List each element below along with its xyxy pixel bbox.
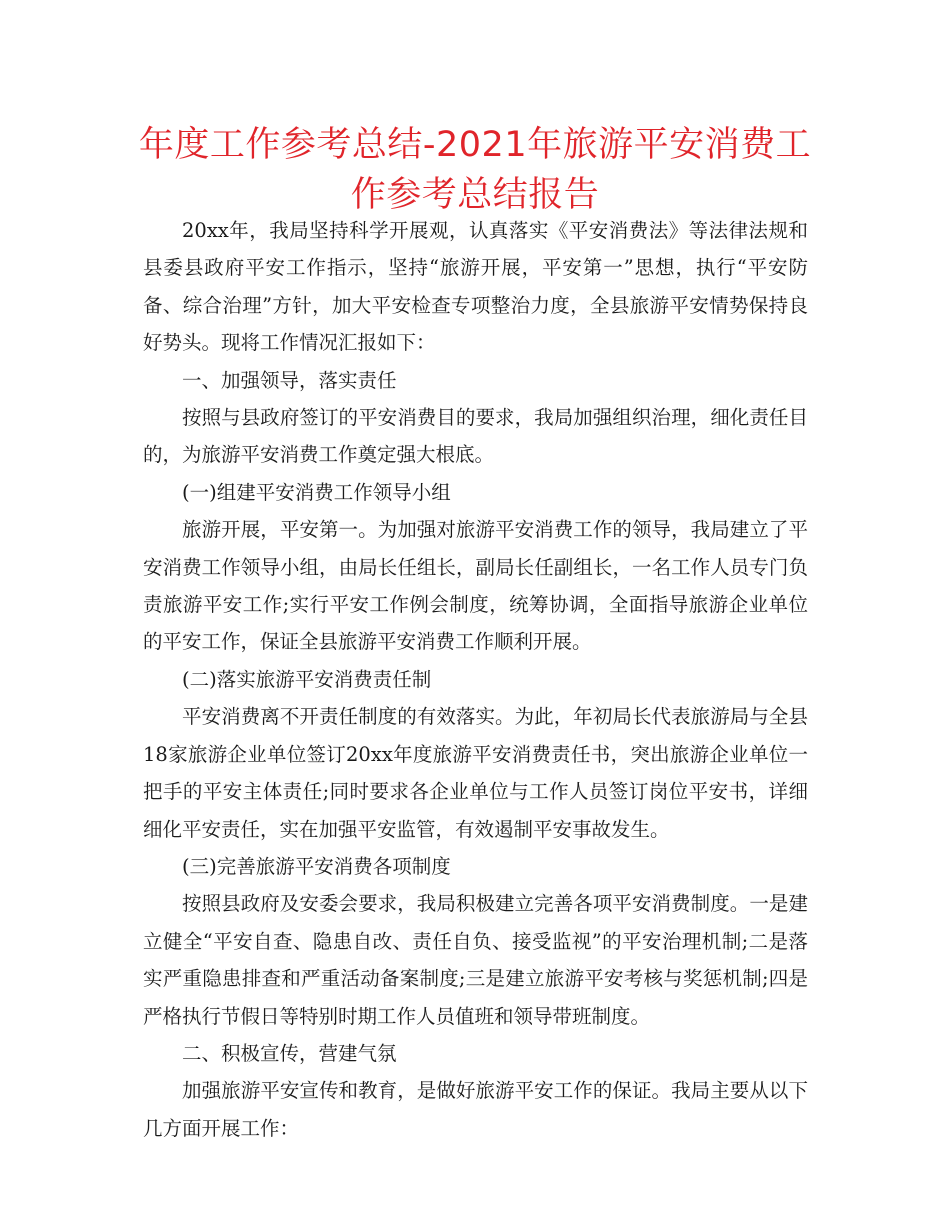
heading-section-2: 二、积极宣传，营建气氛 — [182, 1041, 397, 1065]
paragraph-subsection-3: 按照县政府及安委会要求，我局积极建立完善各项平安消费制度。一是建立健全“平安自查、隐患自改、责任自负、接受监视”的平安治理机制;二是落实严重隐患排查和严重活动备案制度;三是建立旅游平安考核与奖惩机制;四是严格执行节假日等特别时期工作人员值班和领导带班制度。 — [143, 892, 808, 1028]
heading-subsection-1: (一)组建平安消费工作领导小组 — [182, 480, 451, 504]
document-body — [143, 212, 808, 1147]
paragraph-subsection-1: 旅游开展，平安第一。为加强对旅游平安消费工作的领导，我局建立了平安消费工作领导小组，由局长任组长，副局长任副组长，一名工作人员专门负责旅游平安工作;实行平安工作例会制度，统筹协调，全面指导旅游企业单位的平安工作，保证全县旅游平安消费工作顺利开展。 — [143, 518, 808, 654]
paragraph-subsection-2: 平安消费离不开责任制度的有效落实。为此，年初局长代表旅游局与全县18家旅游企业单位签订20xx年度旅游平安消费责任书，突出旅游企业单位一把手的平安主体责任;同时要求各企业单位与工作人员签订岗位平安书，详细细化平安责任，实在加强平安监管，有效遏制平安事故发生。 — [143, 705, 808, 841]
paragraph-section-2: 加强旅游平安宣传和教育，是做好旅游平安工作的保证。我局主要从以下几方面开展工作： — [143, 1079, 808, 1140]
paragraph-intro: 20xx年，我局坚持科学开展观，认真落实《平安消费法》等法律法规和县委县政府平安工作指示，坚持“旅游开展，平安第一”思想，执行“平安防备、综合治理”方针，加大平安检查专项整治力度，全县旅游平安情势保持良好势头。现将工作情况汇报如下： — [143, 219, 808, 355]
heading-section-1: 一、加强领导，落实责任 — [182, 368, 397, 392]
document-title: 年度工作参考总结-2021年旅游平安消费工作参考总结报告 — [138, 125, 812, 215]
heading-subsection-2: (二)落实旅游平安消费责任制 — [182, 667, 432, 691]
heading-subsection-3: (三)完善旅游平安消费各项制度 — [182, 854, 451, 878]
paragraph-section-1: 按照与县政府签订的平安消费目的要求，我局加强组织治理，细化责任目的，为旅游平安消费工作奠定强大根底。 — [143, 406, 808, 467]
